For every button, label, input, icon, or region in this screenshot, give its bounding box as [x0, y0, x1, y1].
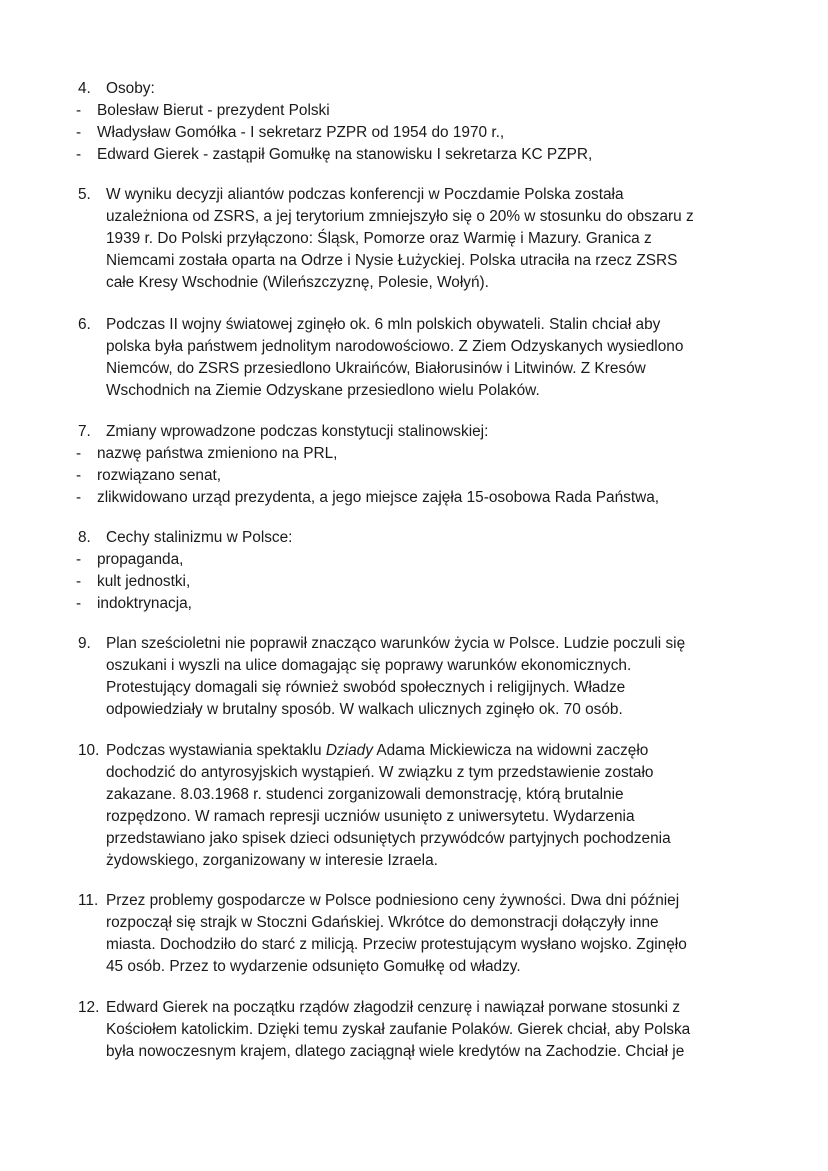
bullet-item: zlikwidowano urząd prezydenta, a jego miejsce zajęła 15-osobowa Rada Państwa, — [97, 489, 660, 506]
paragraph-line: żydowskiego, zorganizowany w interesie Izraela. — [106, 852, 438, 869]
section-heading: Osoby: — [106, 80, 155, 97]
paragraph-line: rozpoczął się strajk w Stoczni Gdańskiej. Wkrótce do demonstracji dołączyły inne — [106, 914, 659, 931]
section-number: 11. — [78, 892, 99, 909]
bullet-dash: - — [76, 595, 82, 612]
paragraph-line: oszukani i wyszli na ulice domagając się poprawy warunków ekonomicznych. — [106, 657, 632, 674]
bullet-dash: - — [76, 573, 82, 590]
section-number: 9. — [78, 635, 91, 652]
paragraph-line: całe Kresy Wschodnie (Wileńszczyznę, Polesie, Wołyń). — [106, 274, 489, 291]
bullet-item: Władysław Gomółka - I sekretarz PZPR od 1954 do 1970 r., — [97, 124, 505, 141]
bullet-dash: - — [76, 124, 82, 141]
section-number: 6. — [78, 316, 91, 333]
bullet-item: kult jednostki, — [97, 573, 191, 590]
paragraph-line: miasta. Dochodziło do starć z milicją. Przeciw protestującym wysłano wojsko. Zginęło — [106, 936, 687, 953]
paragraph-line: Podczas II wojny światowej zginęło ok. 6 mln polskich obywateli. Stalin chciał aby — [106, 316, 661, 333]
paragraph-line: 45 osób. Przez to wydarzenie odsunięto Gomułkę od władzy. — [106, 958, 521, 975]
section-heading: Zmiany wprowadzone podczas konstytucji stalinowskiej: — [106, 423, 489, 440]
section-number: 4. — [78, 80, 91, 97]
paragraph-line: Kościołem katolickim. Dzięki temu zyskał zaufanie Polaków. Gierek chciał, aby Polska — [106, 1021, 691, 1038]
paragraph-line — [106, 740, 648, 762]
paragraph-line: Niemcami została oparta na Odrze i Nysie Łużyckiej. Polska utraciła na rzecz ZSRS — [106, 252, 678, 269]
paragraph-line: przedstawiano jako spisek dzieci odsuniętych przywódców partyjnych pochodzenia — [106, 830, 671, 847]
paragraph-line: Przez problemy gospodarcze w Polsce podniesiono ceny żywności. Dwa dni później — [106, 892, 680, 909]
paragraph-line: dochodzić do antyrosyjskich wystąpień. W związku z tym przedstawienie zostało — [106, 764, 654, 781]
section-number: 12. — [78, 999, 100, 1016]
bullet-dash: - — [76, 445, 82, 462]
paragraph-line: Protestujący domagali się również swobód społecznych i religijnych. Władze — [106, 679, 626, 696]
section-number: 7. — [78, 423, 91, 440]
bullet-item: nazwę państwa zmieniono na PRL, — [97, 445, 338, 462]
paragraph-line: W wyniku decyzji aliantów podczas konferencji w Poczdamie Polska została — [106, 186, 624, 203]
bullet-item: propaganda, — [97, 551, 184, 568]
paragraph-line: odpowiedziały w brutalny sposób. W walkach ulicznych zginęło ok. 70 osób. — [106, 701, 623, 718]
text-run: Adama Mickiewicza na widowni zaczęło — [372, 742, 649, 759]
paragraph-line: rozpędzono. W ramach represji uczniów usunięto z uniwersytetu. Wydarzenia — [106, 808, 635, 825]
paragraph-line: polska była państwem jednolitym narodowościowo. Z Ziem Odzyskanych wysiedlono — [106, 338, 684, 355]
bullet-item: Edward Gierek - zastąpił Gomułkę na stanowisku I sekretarza KC PZPR, — [97, 146, 593, 163]
paragraph-line: Niemców, do ZSRS przesiedlono Ukraińców, Białorusinów i Litwinów. Z Kresów — [106, 360, 646, 377]
section-heading: Cechy stalinizmu w Polsce: — [106, 529, 293, 546]
paragraph-line: zakazane. 8.03.1968 r. studenci zorganizowali demonstrację, którą brutalnie — [106, 786, 624, 803]
bullet-item: indoktrynacja, — [97, 595, 192, 612]
section-number: 8. — [78, 529, 91, 546]
section-number: 5. — [78, 186, 91, 203]
paragraph-line: uzależniona od ZSRS, a jej terytorium zmniejszyło się o 20% w stosunku do obszaru z — [106, 208, 694, 225]
play-title: Dziady — [325, 742, 373, 759]
paragraph-line: 1939 r. Do Polski przyłączono: Śląsk, Pomorze oraz Warmię i Mazury. Granica z — [106, 230, 652, 247]
bullet-dash: - — [76, 489, 82, 506]
text-run: Podczas wystawiania spektaklu — [106, 742, 326, 759]
bullet-dash: - — [76, 146, 82, 163]
paragraph-line: była nowoczesnym krajem, dlatego zaciągnął wiele kredytów na Zachodzie. Chciał je — [106, 1043, 685, 1060]
section-number: 10. — [78, 742, 100, 759]
paragraph-line: Edward Gierek na początku rządów złagodził cenzurę i nawiązał porwane stosunki z — [106, 999, 681, 1016]
bullet-dash: - — [76, 551, 82, 568]
bullet-item: rozwiązano senat, — [97, 467, 222, 484]
bullet-item: Bolesław Bierut - prezydent Polski — [97, 102, 330, 119]
bullet-dash: - — [76, 467, 82, 484]
paragraph-line: Wschodnich na Ziemie Odzyskane przesiedlono wielu Polaków. — [106, 382, 540, 399]
bullet-dash: - — [76, 102, 82, 119]
paragraph-line: Plan sześcioletni nie poprawił znacząco warunków życia w Polsce. Ludzie poczuli się — [106, 635, 686, 652]
